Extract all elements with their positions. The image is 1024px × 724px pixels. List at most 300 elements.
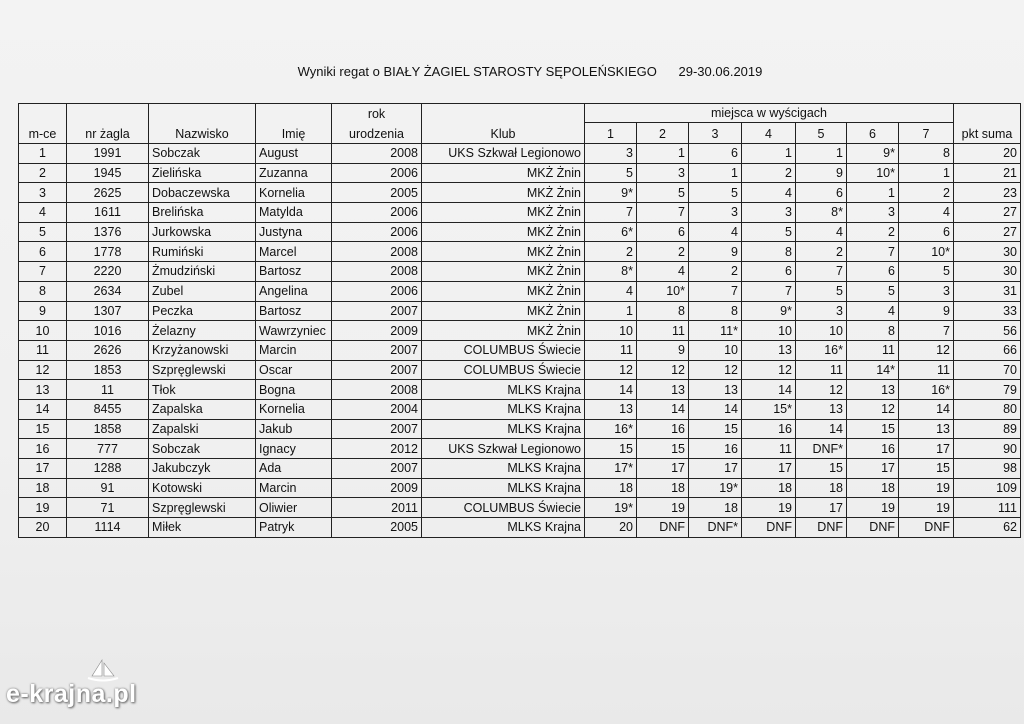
- cell-race-4: 1: [742, 144, 796, 164]
- cell-place: 16: [19, 439, 67, 459]
- cell-race-1: 20: [585, 518, 637, 538]
- cell-race-7: 8: [899, 144, 954, 164]
- cell-birth-year: 2005: [332, 183, 422, 203]
- cell-first-name: Kornelia: [256, 399, 332, 419]
- header-place: m-ce: [19, 104, 67, 144]
- cell-birth-year: 2007: [332, 340, 422, 360]
- cell-race-4: 16: [742, 419, 796, 439]
- cell-race-3: 17: [689, 459, 742, 479]
- cell-birth-year: 2006: [332, 281, 422, 301]
- table-row: [19, 439, 1021, 459]
- cell-race-3: 15: [689, 419, 742, 439]
- cell-club: UKS Szkwał Legionowo: [422, 439, 585, 459]
- cell-first-name: Justyna: [256, 222, 332, 242]
- cell-race-6: 9*: [847, 144, 899, 164]
- header-club: Klub: [422, 104, 585, 144]
- cell-sail-number: 1778: [67, 242, 149, 262]
- cell-club: MKŻ Żnin: [422, 242, 585, 262]
- table-row: [19, 222, 1021, 242]
- cell-surname: Peczka: [149, 301, 256, 321]
- cell-race-4: 10: [742, 321, 796, 341]
- cell-race-1: 10: [585, 321, 637, 341]
- cell-race-2: 3: [637, 163, 689, 183]
- cell-race-7: 10*: [899, 242, 954, 262]
- header-race-4: 4: [742, 123, 796, 144]
- cell-surname: Żelazny: [149, 321, 256, 341]
- table-row: [19, 321, 1021, 341]
- cell-total-points: 20: [954, 144, 1021, 164]
- cell-place: 11: [19, 340, 67, 360]
- cell-first-name: August: [256, 144, 332, 164]
- cell-birth-year: 2004: [332, 399, 422, 419]
- header-race-1: 1: [585, 123, 637, 144]
- table-row: [19, 262, 1021, 282]
- table-row: [19, 183, 1021, 203]
- cell-race-2: 16: [637, 419, 689, 439]
- cell-place: 8: [19, 281, 67, 301]
- cell-sail-number: 777: [67, 439, 149, 459]
- cell-race-4: 9*: [742, 301, 796, 321]
- cell-race-3: 16: [689, 439, 742, 459]
- table-row: [19, 419, 1021, 439]
- cell-race-1: 15: [585, 439, 637, 459]
- cell-total-points: 27: [954, 203, 1021, 223]
- cell-club: MKŻ Żnin: [422, 301, 585, 321]
- cell-place: 7: [19, 262, 67, 282]
- cell-total-points: 62: [954, 518, 1021, 538]
- cell-race-2: 15: [637, 439, 689, 459]
- cell-total-points: 27: [954, 222, 1021, 242]
- cell-race-7: 2: [899, 183, 954, 203]
- cell-sail-number: 1288: [67, 459, 149, 479]
- cell-race-7: 1: [899, 163, 954, 183]
- cell-race-1: 16*: [585, 419, 637, 439]
- cell-sail-number: 1307: [67, 301, 149, 321]
- cell-place: 18: [19, 478, 67, 498]
- cell-race-1: 7: [585, 203, 637, 223]
- table-row: [19, 163, 1021, 183]
- cell-place: 1: [19, 144, 67, 164]
- cell-sail-number: 2220: [67, 262, 149, 282]
- cell-race-1: 9*: [585, 183, 637, 203]
- cell-birth-year: 2007: [332, 360, 422, 380]
- cell-total-points: 89: [954, 419, 1021, 439]
- cell-race-3: 7: [689, 281, 742, 301]
- cell-race-2: 17: [637, 459, 689, 479]
- cell-surname: Zielińska: [149, 163, 256, 183]
- cell-race-4: 14: [742, 380, 796, 400]
- cell-surname: Brelińska: [149, 203, 256, 223]
- cell-race-7: 6: [899, 222, 954, 242]
- cell-surname: Sobczak: [149, 439, 256, 459]
- cell-race-6: 6: [847, 262, 899, 282]
- cell-race-7: DNF: [899, 518, 954, 538]
- cell-race-2: 18: [637, 478, 689, 498]
- cell-sail-number: 91: [67, 478, 149, 498]
- cell-place: 15: [19, 419, 67, 439]
- cell-birth-year: 2006: [332, 203, 422, 223]
- cell-race-3: 3: [689, 203, 742, 223]
- cell-club: MLKS Krajna: [422, 459, 585, 479]
- cell-place: 2: [19, 163, 67, 183]
- cell-club: COLUMBUS Świecie: [422, 498, 585, 518]
- cell-race-7: 14: [899, 399, 954, 419]
- cell-surname: Szpręglewski: [149, 498, 256, 518]
- cell-sail-number: 1991: [67, 144, 149, 164]
- cell-race-5: 15: [796, 459, 847, 479]
- cell-surname: Zubel: [149, 281, 256, 301]
- cell-race-5: 6: [796, 183, 847, 203]
- cell-club: MLKS Krajna: [422, 478, 585, 498]
- cell-race-1: 14: [585, 380, 637, 400]
- cell-race-4: 11: [742, 439, 796, 459]
- cell-total-points: 21: [954, 163, 1021, 183]
- cell-race-6: 17: [847, 459, 899, 479]
- cell-surname: Dobaczewska: [149, 183, 256, 203]
- cell-first-name: Kornelia: [256, 183, 332, 203]
- cell-first-name: Oscar: [256, 360, 332, 380]
- cell-race-3: 5: [689, 183, 742, 203]
- cell-sail-number: 1016: [67, 321, 149, 341]
- cell-club: MLKS Krajna: [422, 419, 585, 439]
- cell-race-1: 17*: [585, 459, 637, 479]
- cell-birth-year: 2005: [332, 518, 422, 538]
- cell-total-points: 33: [954, 301, 1021, 321]
- cell-race-5: 3: [796, 301, 847, 321]
- cell-race-4: 5: [742, 222, 796, 242]
- cell-surname: Krzyżanowski: [149, 340, 256, 360]
- cell-race-3: 11*: [689, 321, 742, 341]
- cell-club: COLUMBUS Świecie: [422, 360, 585, 380]
- cell-race-6: 12: [847, 399, 899, 419]
- cell-birth-year: 2009: [332, 478, 422, 498]
- cell-place: 5: [19, 222, 67, 242]
- cell-first-name: Bartosz: [256, 262, 332, 282]
- cell-race-2: 11: [637, 321, 689, 341]
- cell-race-7: 15: [899, 459, 954, 479]
- table-body: [19, 144, 1021, 538]
- cell-race-6: 8: [847, 321, 899, 341]
- cell-race-6: 13: [847, 380, 899, 400]
- cell-race-6: 14*: [847, 360, 899, 380]
- cell-sail-number: 2634: [67, 281, 149, 301]
- cell-race-4: 4: [742, 183, 796, 203]
- cell-place: 12: [19, 360, 67, 380]
- header-surname: Nazwisko: [149, 104, 256, 144]
- cell-race-7: 19: [899, 478, 954, 498]
- cell-race-1: 11: [585, 340, 637, 360]
- cell-surname: Miłek: [149, 518, 256, 538]
- cell-race-6: 19: [847, 498, 899, 518]
- cell-race-2: 13: [637, 380, 689, 400]
- cell-club: MKŻ Żnin: [422, 281, 585, 301]
- cell-race-1: 1: [585, 301, 637, 321]
- cell-place: 17: [19, 459, 67, 479]
- cell-birth-year: 2008: [332, 262, 422, 282]
- header-race-6: 6: [847, 123, 899, 144]
- cell-race-6: 15: [847, 419, 899, 439]
- cell-race-7: 4: [899, 203, 954, 223]
- cell-race-1: 3: [585, 144, 637, 164]
- cell-race-6: 1: [847, 183, 899, 203]
- cell-birth-year: 2008: [332, 380, 422, 400]
- cell-race-5: 10: [796, 321, 847, 341]
- cell-race-2: 1: [637, 144, 689, 164]
- table-row: [19, 380, 1021, 400]
- cell-race-5: 4: [796, 222, 847, 242]
- cell-place: 3: [19, 183, 67, 203]
- cell-first-name: Bartosz: [256, 301, 332, 321]
- cell-first-name: Ignacy: [256, 439, 332, 459]
- cell-place: 13: [19, 380, 67, 400]
- cell-club: MKŻ Żnin: [422, 222, 585, 242]
- cell-race-7: 7: [899, 321, 954, 341]
- cell-total-points: 30: [954, 262, 1021, 282]
- table-row: [19, 203, 1021, 223]
- cell-race-7: 11: [899, 360, 954, 380]
- cell-first-name: Patryk: [256, 518, 332, 538]
- cell-club: MKŻ Żnin: [422, 203, 585, 223]
- cell-place: 4: [19, 203, 67, 223]
- cell-race-7: 5: [899, 262, 954, 282]
- cell-race-5: 2: [796, 242, 847, 262]
- cell-race-1: 19*: [585, 498, 637, 518]
- cell-race-4: 2: [742, 163, 796, 183]
- cell-race-6: 16: [847, 439, 899, 459]
- cell-race-6: 5: [847, 281, 899, 301]
- cell-race-1: 18: [585, 478, 637, 498]
- cell-total-points: 70: [954, 360, 1021, 380]
- cell-race-3: DNF*: [689, 518, 742, 538]
- cell-race-3: 8: [689, 301, 742, 321]
- cell-place: 14: [19, 399, 67, 419]
- cell-sail-number: 2625: [67, 183, 149, 203]
- cell-race-7: 19: [899, 498, 954, 518]
- cell-total-points: 79: [954, 380, 1021, 400]
- cell-total-points: 30: [954, 242, 1021, 262]
- cell-first-name: Bogna: [256, 380, 332, 400]
- cell-race-2: 9: [637, 340, 689, 360]
- cell-race-6: DNF: [847, 518, 899, 538]
- cell-race-5: 12: [796, 380, 847, 400]
- table-row: [19, 478, 1021, 498]
- cell-sail-number: 1858: [67, 419, 149, 439]
- cell-race-2: 4: [637, 262, 689, 282]
- cell-surname: Jakubczyk: [149, 459, 256, 479]
- cell-place: 20: [19, 518, 67, 538]
- cell-race-3: 18: [689, 498, 742, 518]
- cell-race-3: 6: [689, 144, 742, 164]
- cell-race-3: 19*: [689, 478, 742, 498]
- cell-race-2: 5: [637, 183, 689, 203]
- cell-total-points: 111: [954, 498, 1021, 518]
- cell-total-points: 31: [954, 281, 1021, 301]
- cell-first-name: Marcel: [256, 242, 332, 262]
- header-total-points: pkt suma: [954, 104, 1021, 144]
- cell-race-6: 10*: [847, 163, 899, 183]
- header-race-3: 3: [689, 123, 742, 144]
- results-table: [18, 103, 1021, 538]
- table-row: [19, 144, 1021, 164]
- cell-race-1: 5: [585, 163, 637, 183]
- cell-sail-number: 1945: [67, 163, 149, 183]
- cell-surname: Zapalski: [149, 419, 256, 439]
- cell-race-4: 12: [742, 360, 796, 380]
- cell-race-5: DNF: [796, 518, 847, 538]
- cell-race-7: 9: [899, 301, 954, 321]
- cell-race-5: 16*: [796, 340, 847, 360]
- table-row: [19, 498, 1021, 518]
- table-row: [19, 459, 1021, 479]
- header-race-2: 2: [637, 123, 689, 144]
- cell-first-name: Oliwier: [256, 498, 332, 518]
- cell-race-3: 1: [689, 163, 742, 183]
- cell-surname: Kotowski: [149, 478, 256, 498]
- table-row: [19, 301, 1021, 321]
- cell-place: 9: [19, 301, 67, 321]
- cell-race-5: 5: [796, 281, 847, 301]
- cell-first-name: Marcin: [256, 478, 332, 498]
- cell-race-5: 7: [796, 262, 847, 282]
- cell-total-points: 98: [954, 459, 1021, 479]
- cell-race-1: 12: [585, 360, 637, 380]
- cell-birth-year: 2012: [332, 439, 422, 459]
- cell-club: MKŻ Żnin: [422, 262, 585, 282]
- cell-total-points: 80: [954, 399, 1021, 419]
- cell-first-name: Marcin: [256, 340, 332, 360]
- cell-race-1: 4: [585, 281, 637, 301]
- cell-club: MKŻ Żnin: [422, 183, 585, 203]
- cell-race-4: 18: [742, 478, 796, 498]
- cell-club: MLKS Krajna: [422, 399, 585, 419]
- cell-sail-number: 11: [67, 380, 149, 400]
- cell-total-points: 23: [954, 183, 1021, 203]
- header-race-7: 7: [899, 123, 954, 144]
- cell-surname: Tłok: [149, 380, 256, 400]
- cell-race-2: 14: [637, 399, 689, 419]
- cell-race-6: 4: [847, 301, 899, 321]
- cell-race-6: 7: [847, 242, 899, 262]
- cell-race-5: 1: [796, 144, 847, 164]
- header-race-5: 5: [796, 123, 847, 144]
- cell-first-name: Ada: [256, 459, 332, 479]
- table-header: [19, 104, 1021, 144]
- header-races-group: miejsca w wyścigach: [585, 104, 954, 123]
- table-row: [19, 242, 1021, 262]
- cell-birth-year: 2006: [332, 163, 422, 183]
- table-row: [19, 281, 1021, 301]
- cell-race-2: DNF: [637, 518, 689, 538]
- cell-sail-number: 71: [67, 498, 149, 518]
- cell-race-5: 14: [796, 419, 847, 439]
- cell-race-3: 14: [689, 399, 742, 419]
- cell-race-6: 3: [847, 203, 899, 223]
- cell-birth-year: 2007: [332, 419, 422, 439]
- document-title: Wyniki regat o BIAŁY ŻAGIEL STAROSTY SĘPOLEŃSKIEGO 29-30.06.2019: [297, 64, 763, 79]
- cell-place: 19: [19, 498, 67, 518]
- cell-race-2: 7: [637, 203, 689, 223]
- cell-surname: Szpręglewski: [149, 360, 256, 380]
- cell-club: MKŻ Żnin: [422, 163, 585, 183]
- cell-race-7: 16*: [899, 380, 954, 400]
- cell-race-2: 8: [637, 301, 689, 321]
- cell-race-4: 3: [742, 203, 796, 223]
- cell-sail-number: 1853: [67, 360, 149, 380]
- cell-place: 10: [19, 321, 67, 341]
- cell-race-7: 12: [899, 340, 954, 360]
- cell-race-4: 15*: [742, 399, 796, 419]
- cell-race-3: 2: [689, 262, 742, 282]
- cell-race-5: 17: [796, 498, 847, 518]
- cell-race-2: 10*: [637, 281, 689, 301]
- cell-birth-year: 2011: [332, 498, 422, 518]
- cell-race-5: 8*: [796, 203, 847, 223]
- cell-race-4: 8: [742, 242, 796, 262]
- header-first-name: Imię: [256, 104, 332, 144]
- header-birth-year-top: rok: [332, 104, 422, 123]
- cell-place: 6: [19, 242, 67, 262]
- header-sail-number: nr żagla: [67, 104, 149, 144]
- cell-sail-number: 1611: [67, 203, 149, 223]
- cell-club: UKS Szkwał Legionowo: [422, 144, 585, 164]
- header-birth-year-bottom: urodzenia: [332, 123, 422, 144]
- cell-race-6: 11: [847, 340, 899, 360]
- cell-race-5: 18: [796, 478, 847, 498]
- cell-total-points: 109: [954, 478, 1021, 498]
- cell-race-1: 8*: [585, 262, 637, 282]
- cell-club: MKŻ Żnin: [422, 321, 585, 341]
- cell-race-4: 7: [742, 281, 796, 301]
- cell-surname: Zapalska: [149, 399, 256, 419]
- cell-race-2: 12: [637, 360, 689, 380]
- cell-total-points: 56: [954, 321, 1021, 341]
- site-watermark: e-krajna.pl: [6, 680, 137, 708]
- cell-first-name: Wawrzyniec: [256, 321, 332, 341]
- cell-race-6: 18: [847, 478, 899, 498]
- table-row: [19, 399, 1021, 419]
- cell-race-5: 13: [796, 399, 847, 419]
- cell-surname: Jurkowska: [149, 222, 256, 242]
- cell-first-name: Jakub: [256, 419, 332, 439]
- cell-race-5: 9: [796, 163, 847, 183]
- cell-birth-year: 2007: [332, 459, 422, 479]
- cell-first-name: Angelina: [256, 281, 332, 301]
- cell-race-5: 11: [796, 360, 847, 380]
- cell-first-name: Zuzanna: [256, 163, 332, 183]
- cell-club: COLUMBUS Świecie: [422, 340, 585, 360]
- cell-surname: Sobczak: [149, 144, 256, 164]
- cell-first-name: Matylda: [256, 203, 332, 223]
- cell-race-6: 2: [847, 222, 899, 242]
- cell-race-1: 6*: [585, 222, 637, 242]
- cell-birth-year: 2008: [332, 242, 422, 262]
- cell-race-2: 2: [637, 242, 689, 262]
- cell-club: MLKS Krajna: [422, 380, 585, 400]
- cell-sail-number: 2626: [67, 340, 149, 360]
- cell-surname: Rumiński: [149, 242, 256, 262]
- cell-race-4: 6: [742, 262, 796, 282]
- sailboat-logo-icon: [86, 658, 120, 682]
- cell-club: MLKS Krajna: [422, 518, 585, 538]
- cell-race-3: 13: [689, 380, 742, 400]
- cell-race-1: 13: [585, 399, 637, 419]
- cell-race-4: DNF: [742, 518, 796, 538]
- cell-total-points: 90: [954, 439, 1021, 459]
- table-row: [19, 340, 1021, 360]
- cell-race-2: 19: [637, 498, 689, 518]
- cell-race-1: 2: [585, 242, 637, 262]
- cell-race-3: 10: [689, 340, 742, 360]
